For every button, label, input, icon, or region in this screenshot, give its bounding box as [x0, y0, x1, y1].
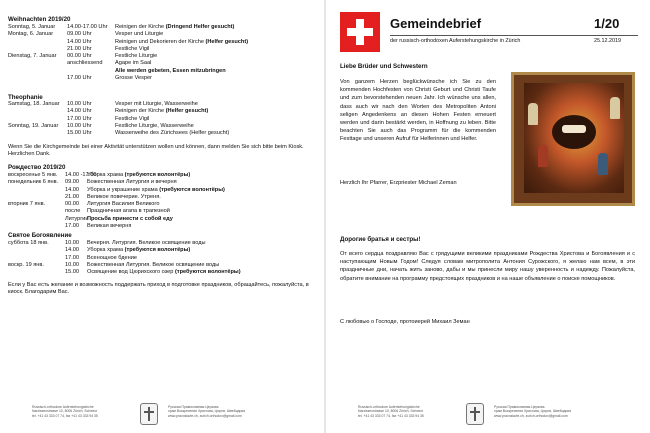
footer-ru	[168, 405, 263, 418]
schedule-event	[87, 208, 170, 215]
schedule-event	[87, 269, 241, 276]
letter-de: Von ganzem Herzen beglückwünsche ich Sie zu den kommenden Hochfesten von Christi Geburt und Christi Taufe und zum bevorstehenden neuen Jahr. Ich wünsche uns allen, dass auch wir nach den Worten des Metropoliten Antoni seligen Angedenkens an diesen Hohen Festen erneuert werden und darin bestärkt werden, in Hoffnung zu leben. Bitte beachten Sie auch das Programm für die kommenden Festtage und unseren Aufruf für Helferinnen und Helfer.	[340, 79, 496, 143]
schedule-event-emphasis: Просьба принести с собой еду	[87, 215, 173, 222]
footer	[8, 401, 313, 427]
newsletter-title: Gemeindebrief	[390, 16, 482, 31]
footer-right-de	[358, 405, 453, 418]
schedule-time: 10.00 Uhr	[67, 101, 92, 107]
schedule-time: 15.00 Uhr	[67, 130, 92, 137]
helper-note-ru: Если у Вас есть желание и возможность поддержать приход в подготовке праздников, обращайтесь, пожалуйста, в киоск. Благодарим Вас.	[8, 282, 309, 296]
footer-right-phone-de: tel. +41 43 333 07 74, fax +41 43 333 94 35	[358, 413, 424, 418]
schedule-event	[115, 108, 208, 115]
schedule-event-text: Wasserweihe des Zürichsees (Helfer gesucht)	[115, 130, 230, 137]
schedule-event-text: Уборка и украшение храма	[87, 186, 160, 193]
schedule-event-text: Vesper mit Liturgie, Wasserweihe	[115, 101, 198, 107]
schedule-day: Samstag, 18. Januar	[8, 101, 60, 107]
signature-de: Herzlich Ihr Pfarrer, Erzpriester Michael Zeman	[340, 180, 457, 186]
right-page	[326, 0, 650, 433]
schedule-event-text: Великое повечерие. Утреня.	[87, 193, 161, 200]
schedule-event-text: Agape im Saal	[115, 60, 152, 67]
schedule-event-text: Уборка храма	[87, 247, 125, 254]
schedule-event-text: Grosse Vesper	[115, 75, 152, 82]
schedule-event-text: Reinigen und Dekorieren der Kirche	[115, 38, 206, 45]
footer-address-ru: храм Воскресения Христова, Цюрих, Швейцария	[168, 409, 246, 414]
schedule-event-emphasis: (Dringend Helfer gesucht)	[165, 24, 235, 30]
schedule-event-text: Festliche Vigil	[115, 45, 150, 52]
christmas-heading-de: Weihnachten 2019/20	[8, 16, 71, 23]
issue-number: 1/20	[594, 16, 620, 31]
schedule-event-text: Уборка храма	[87, 172, 125, 178]
schedule-event	[87, 223, 131, 230]
swiss-flag-icon	[340, 12, 380, 52]
schedule-event-emphasis: (Helfer gesucht)	[205, 38, 249, 45]
schedule-event	[115, 130, 229, 137]
schedule-event	[115, 24, 234, 31]
schedule-event-emphasis: Alle werden gebeten, Essen mitzubringen	[115, 67, 226, 74]
schedule-event-emphasis: (требуются волонтёры)	[174, 269, 241, 276]
theophany-heading-de: Theophanie	[8, 94, 43, 101]
footer-web-ru: www.pravoslavie.ch, zurich.orthodox@gmail.com	[168, 413, 242, 418]
schedule-time: 10.00 Uhr	[67, 122, 92, 129]
schedule-time: 17.00	[65, 223, 79, 230]
schedule-day: понедельник 6 янв.	[8, 179, 59, 186]
schedule-time: 10.00	[65, 261, 79, 268]
footer-right	[334, 401, 639, 427]
footer-phone-de: tel. +41 43 333 07 74, fax +41 43 333 94 35	[32, 413, 98, 418]
schedule-event	[87, 179, 177, 186]
schedule-event-text: Reinigen der Kirche	[115, 108, 166, 115]
schedule-event-text: Reinigen der Kirche	[115, 24, 166, 30]
schedule-time: Литургии	[65, 215, 89, 222]
schedule-event	[115, 60, 151, 67]
footer-right-address-ru: храм Воскресения Христова, Цюрих, Швейцария	[494, 409, 572, 414]
footer-address-de: Narzissenstrasse 10, 8006 Zürich, Schweiz	[32, 409, 98, 414]
schedule-time: 21.00 Uhr	[67, 45, 92, 52]
schedule-event	[87, 255, 137, 262]
schedule-event	[87, 216, 173, 223]
footer-right-ru	[494, 405, 589, 418]
schedule-day: Sonntag, 5. Januar	[8, 24, 56, 30]
schedule-time: 14.00	[65, 186, 79, 193]
nativity-icon-image	[511, 72, 635, 206]
schedule-event	[87, 187, 225, 194]
schedule-event	[115, 68, 226, 75]
schedule-event	[115, 53, 157, 60]
schedule-event	[115, 31, 163, 38]
schedule-time: 14.00 Uhr	[67, 108, 92, 115]
schedule-day: Montag, 6. Januar	[8, 31, 54, 38]
schedule-event	[115, 46, 149, 53]
footer-org-ru: Русская Православная Церковь	[168, 405, 219, 409]
schedule-event-emphasis: (требуются волонтёры)	[159, 186, 225, 193]
schedule-time: 10.00	[65, 240, 79, 246]
footer-right-org-de: Russisch-orthodoxe Auferstehungskirche	[358, 405, 420, 409]
schedule-time: 14.00 -17.00	[65, 172, 97, 178]
schedule-event-text: Всенощное бдение	[87, 254, 137, 261]
schedule-time: 17.00 Uhr	[67, 115, 92, 122]
schedule-event-text: Вечерня. Литургия. Великое освящение воды	[87, 240, 206, 246]
schedule-time: 14.00	[65, 247, 79, 254]
footer-org-de: Russisch-orthodoxe Auferstehungskirche	[32, 405, 94, 409]
schedule-event-text: Праздничная агапа в трапезной	[87, 208, 170, 215]
greeting-de: Liebe Brüder und Schwestern	[340, 63, 428, 70]
schedule-day: воскр. 19 янв.	[8, 261, 44, 268]
schedule-event-text: Festliche Liturgie	[115, 53, 158, 60]
signature-ru: С любовью о Господе, протоиерей Михаил Земан	[340, 319, 470, 325]
schedule-event-emphasis: (требуются волонтёры)	[124, 172, 191, 178]
church-emblem-icon	[466, 403, 484, 425]
schedule-event-emphasis: (Helfer gesucht)	[165, 108, 209, 115]
schedule-event	[87, 194, 161, 201]
schedule-event	[115, 101, 198, 108]
greeting-ru: Дорогие братья и сестры!	[340, 236, 421, 243]
schedule-time: 14.00 Uhr	[67, 38, 92, 45]
schedule-time: 17.00	[65, 254, 79, 261]
schedule-time: 17.00 Uhr	[67, 75, 92, 82]
schedule-event	[87, 247, 190, 254]
schedule-time: после	[65, 208, 81, 215]
schedule-day: Dienstag, 7. Januar	[8, 53, 57, 60]
footer-right-address-de: Narzissenstrasse 10, 8006 Zürich, Schweiz	[358, 409, 424, 414]
title-rule	[390, 35, 638, 36]
schedule-day: суббота 18 янв.	[8, 240, 49, 246]
helper-note-de: Wenn Sie die Kirchgemeinde bei einer Aktivität unterstützen wollen und können, dann melden Sie sich bitte beim Kiosk. Herzlichen Dank.	[8, 144, 304, 158]
schedule-event-text: Великая вечерня	[87, 223, 132, 230]
issue-date: 25.12.2019	[594, 38, 621, 44]
left-page	[0, 0, 324, 433]
schedule-time: anschliessend	[67, 60, 103, 67]
schedule-event-text: Festliche Liturgie, Wasserweihe	[115, 122, 194, 129]
schedule-time: 09.00 Uhr	[67, 31, 92, 38]
schedule-day: воскресенье 5 янв.	[8, 172, 58, 178]
footer-de	[32, 405, 127, 418]
schedule-time: 00.00	[65, 201, 79, 208]
schedule-event	[115, 123, 194, 130]
schedule-day: Sonntag, 19. Januar	[8, 122, 59, 129]
schedule-event	[115, 116, 149, 123]
footer-right-web-ru: www.pravoslavie.ch, zurich.orthodox@gmail.com	[494, 413, 568, 418]
letter-ru: От всего сердца поздравляю Вас с грядущими великими праздниками Рождества Христова и Богоявления и с наступающим Новым Годом! Следуя словам митрополита Антония Сурожского, я желаю нам всем, в эти праздничные дни, начать жить заново, дабы и мы принесли миру нашу уверенность и надежду. Пожалуйста, обратите внимание на программу предстоящих праздников и на наше объявление о поиске помощников.	[340, 251, 635, 282]
schedule-event-text: Освящение вод Цюрихского озер	[87, 269, 175, 276]
newsletter-subtitle: der russisch-orthodoxen Auferstehungskirche in Zürich	[390, 38, 521, 44]
schedule-time: 09.00	[65, 179, 79, 186]
schedule-event-text: Божественная Литургия. Великое освящение воды	[87, 261, 220, 268]
schedule-event	[115, 39, 248, 46]
schedule-time: 14.00-17.00 Uhr	[67, 24, 108, 30]
church-emblem-icon	[140, 403, 158, 425]
schedule-event-text: Festliche Vigil	[115, 115, 150, 122]
footer-right-org-ru: Русская Православная Церковь	[494, 405, 545, 409]
schedule-event-emphasis: (требуются волонтёры)	[124, 247, 191, 254]
christmas-heading-ru: Рождество 2019/20	[8, 164, 66, 171]
schedule-time: 00.00 Uhr	[67, 53, 92, 60]
schedule-event-text: Божественная Литургия и вечерня	[87, 179, 177, 186]
schedule-event	[115, 75, 152, 82]
schedule-day: вторник 7 янв.	[8, 201, 46, 208]
schedule-event-text: Литургия Василия Великого	[87, 201, 160, 208]
schedule-event	[87, 172, 190, 179]
theophany-heading-ru: Святое Богоявление	[8, 232, 72, 239]
schedule-time: 21.00	[65, 193, 79, 200]
schedule-time: 15.00	[65, 269, 79, 276]
schedule-event-text: Vesper und Liturgie	[115, 31, 164, 38]
